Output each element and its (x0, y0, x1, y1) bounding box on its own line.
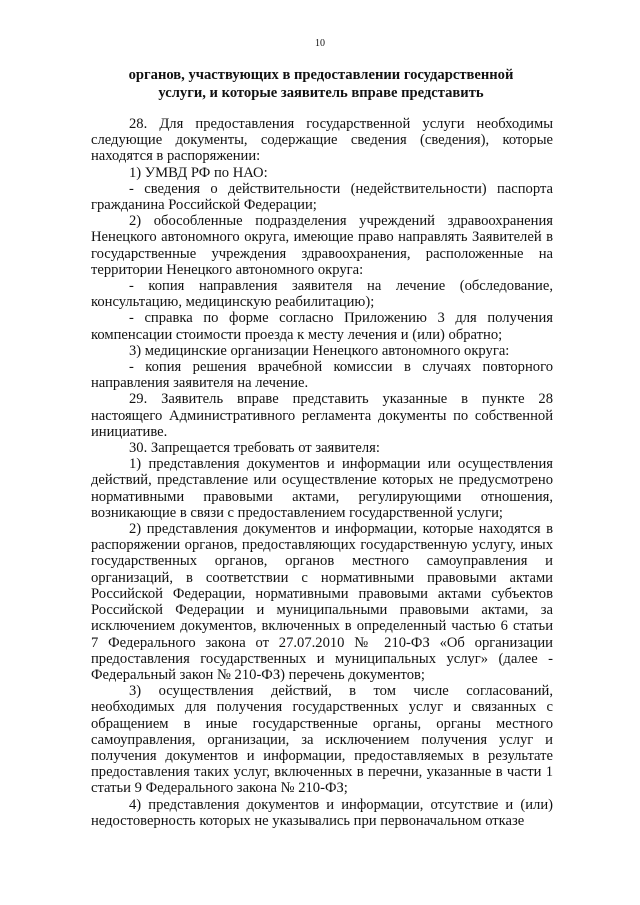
paragraph: 29. Заявитель вправе представить указанные в пункте 28 настоящего Административного регламента документы по собственной инициативе. (91, 391, 553, 440)
paragraph: - копия решения врачебной комиссии в случаях повторного направления заявителя на лечение. (91, 359, 553, 392)
heading-line-2: услуги, и которые заявитель вправе представить (158, 85, 484, 101)
paragraph: 1) представления документов и информации или осуществления действий, представление или осуществление которых не предусмотрено нормативными правовыми актами, регулирующими отношения, возникающие в связи с предоставлением государственной услуги; (91, 456, 553, 521)
paragraph: 1) УМВД РФ по НАО: (129, 164, 268, 181)
paragraph: 3) медицинские организации Ненецкого автономного округа: (129, 342, 510, 359)
paragraph: 4) представления документов и информации, отсутствие и (или) недостоверность которых не указывались при первоначальном отказе (91, 796, 553, 829)
paragraph: - сведения о действительности (недействительности) паспорта гражданина Российской Федерации; (91, 180, 553, 214)
paragraph: 2) представления документов и информации, которые находятся в распоряжении органов, предоставляющих государственную услугу, иных государственных органов, органов местного самоуправления и организаций, в соответствии с нормативными правовыми актами Российской Федерации, нормативными правовыми актами субъектов Российской Федерации и муниципальными правовыми актами, за исключением документов, включенных в определенный частью 6 статьи 7 Федерального закона от 27.07.2010 № 210-ФЗ «Об организации предоставления государственных и муниципальных услуг» (далее - Федеральный закон № 210-ФЗ) перечень документов; (91, 521, 553, 683)
document-body (91, 116, 553, 829)
paragraph: 28. Для предоставления государственной услуги необходимы следующие документы, содержащие сведения (сведения), которые находятся в распоряжении: (91, 116, 553, 165)
paragraph: - справка по форме согласно Приложению 3 для получения компенсации стоимости проезда к месту лечения и (или) обратно; (91, 310, 553, 343)
paragraph: 2) обособленные подразделения учреждений здравоохранения Ненецкого автономного округа, имеющие право направлять Заявителей в государственные учреждения здравоохранения, расположенные на территории Ненецкого автономного округа: (91, 213, 553, 278)
page-number: 10 (315, 38, 325, 49)
heading-line-1: органов, участвующих в предоставлении государственной (128, 67, 514, 83)
paragraph: 30. Запрещается требовать от заявителя: (129, 440, 380, 457)
paragraph: - копия направления заявителя на лечение (обследование, консультацию, медицинскую реабилитацию); (91, 278, 553, 311)
section-heading (90, 66, 552, 102)
paragraph: 3) осуществления действий, в том числе согласований, необходимых для получения государственных услуг и связанных с обращением в иные государственные органы, органы местного самоуправления, организации, за исключением получения услуг и получения документов и информации, предоставляемых в результате предоставления таких услуг, включенных в перечни, указанные в части 1 статьи 9 Федерального закона № 210-ФЗ; (91, 683, 553, 797)
